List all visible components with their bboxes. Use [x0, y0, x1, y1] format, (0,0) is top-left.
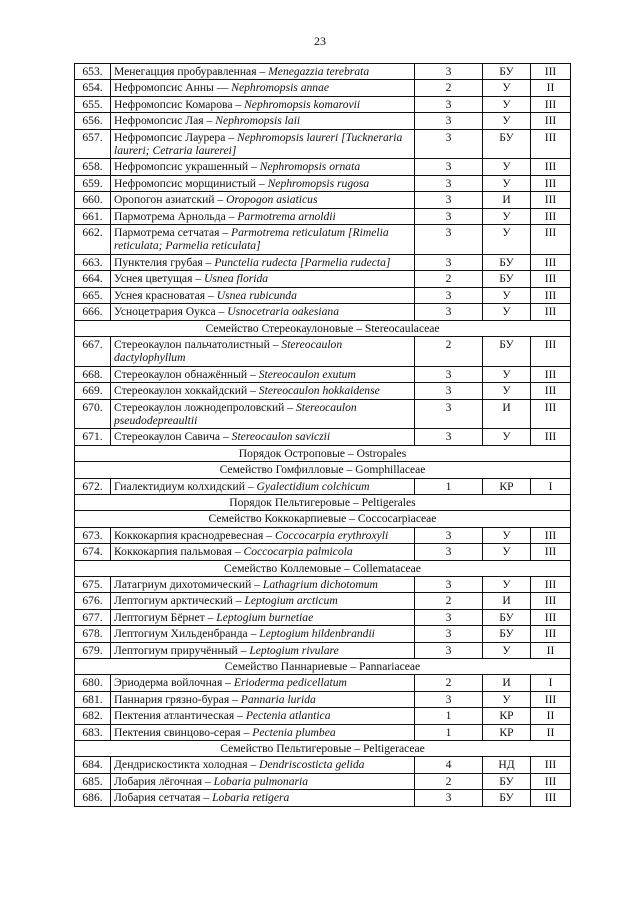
species-name: Лобария лёгочная – Lobaria pulmonaria	[111, 773, 415, 789]
status-code: У	[483, 429, 531, 445]
rarity-category: 4	[415, 757, 483, 773]
species-name: Дендрискостикта холодная – Dendriscosticta gelida	[111, 757, 415, 773]
russian-name: Уснея цветущая	[114, 272, 193, 286]
status-code: БУ	[483, 609, 531, 625]
rarity-category: 1	[415, 708, 483, 724]
latin-name: Coccocarpia erythroxyli	[274, 528, 389, 542]
priority-group: III	[531, 626, 571, 642]
status-code: У	[483, 208, 531, 224]
row-number: 685.	[75, 773, 111, 789]
species-name: Пармотрема сетчатая – Parmotrema reticulatum [Rimelia reticulata; Parmelia reticulata]	[111, 225, 415, 255]
species-name: Лептогиум арктический – Leptogium arcticum	[111, 593, 415, 609]
rarity-category: 2	[415, 773, 483, 789]
row-number: 666.	[75, 304, 111, 320]
status-code: И	[483, 192, 531, 208]
section-header-row	[75, 659, 571, 675]
priority-group: III	[531, 287, 571, 303]
species-row	[75, 80, 571, 96]
species-row	[75, 192, 571, 208]
row-number: 680.	[75, 675, 111, 691]
row-number: 668.	[75, 366, 111, 382]
species-name: Нефромопсис морщинистый – Nephromopsis rugosa	[111, 175, 415, 191]
priority-group: III	[531, 544, 571, 560]
latin-name: Dendriscosticta gelida	[259, 758, 365, 772]
status-code: БУ	[483, 336, 531, 366]
rarity-category: 3	[415, 208, 483, 224]
species-row	[75, 366, 571, 382]
section-title: Семейство Стереокаулоновые – Stereocaulaceae	[75, 320, 571, 336]
row-number: 665.	[75, 287, 111, 303]
row-number: 667.	[75, 336, 111, 366]
rarity-category: 3	[415, 159, 483, 175]
rarity-category: 3	[415, 429, 483, 445]
section-header-row	[75, 462, 571, 478]
rarity-category: 3	[415, 626, 483, 642]
row-number: 654.	[75, 80, 111, 96]
species-row	[75, 336, 571, 366]
species-name: Стереокаулон хоккайдский – Stereocaulon hokkaidense	[111, 383, 415, 399]
section-title: Семейство Коллемовые – Collemataceae	[75, 560, 571, 576]
russian-name: Пунктелия грубая	[114, 255, 203, 269]
latin-name: Pectenia atlantica	[245, 709, 331, 723]
species-name: Пектения атлантическая – Pectenia atlantica	[111, 708, 415, 724]
russian-name: Лобария сетчатая	[114, 791, 201, 805]
priority-group: II	[531, 724, 571, 740]
latin-name: Leptogium arcticum	[244, 594, 338, 608]
russian-name: Стереокаулон ложнодепроловский	[114, 400, 285, 414]
row-number: 656.	[75, 113, 111, 129]
row-number: 676.	[75, 593, 111, 609]
species-row	[75, 675, 571, 691]
priority-group: II	[531, 708, 571, 724]
row-number: 660.	[75, 192, 111, 208]
species-row	[75, 159, 571, 175]
status-code: У	[483, 287, 531, 303]
rarity-category: 3	[415, 366, 483, 382]
rarity-category: 3	[415, 129, 483, 159]
species-name: Пектения свинцово-серая – Pectenia plumbea	[111, 724, 415, 740]
species-name: Лептогиум Бёрнет – Leptogium burnetiae	[111, 609, 415, 625]
russian-name: Менегацция пробуравленная	[114, 65, 257, 78]
row-number: 677.	[75, 609, 111, 625]
russian-name: Лептогиум Бёрнет	[114, 610, 205, 624]
species-row	[75, 64, 571, 80]
section-header-row	[75, 560, 571, 576]
species-name: Гиалектидиум колхидский – Gyalectidium colchicum	[111, 478, 415, 494]
row-number: 672.	[75, 478, 111, 494]
species-row	[75, 527, 571, 543]
page-number: 23	[314, 34, 326, 48]
russian-name: Стереокаулон Савича	[114, 430, 221, 444]
russian-name: Лептогиум Хильденбранда	[114, 627, 248, 641]
status-code: У	[483, 691, 531, 707]
priority-group: III	[531, 527, 571, 543]
section-header-row	[75, 511, 571, 527]
latin-name: Pannaria lurida	[240, 692, 316, 706]
latin-name: Nephromopsis annae	[231, 81, 330, 95]
species-name: Нефромопсис Лая – Nephromopsis laii	[111, 113, 415, 129]
rarity-category: 2	[415, 593, 483, 609]
latin-name: Stereocaulon pseudodepreaultii	[114, 400, 357, 427]
status-code: БУ	[483, 64, 531, 80]
russian-name: Коккокарпия краснодревесная	[114, 528, 264, 542]
species-name: Нефромопсис Анны — Nephromopsis annae	[111, 80, 415, 96]
species-name: Уснея красноватая – Usnea rubicunda	[111, 287, 415, 303]
russian-name: Нефромопсис Лая	[114, 114, 204, 128]
section-header-row	[75, 320, 571, 336]
row-number: 670.	[75, 399, 111, 429]
species-name: Менегацция пробуравленная – Menegazzia terebrata	[111, 64, 415, 80]
synonyms: [Tuckneraria laureri; Cetraria laurerei]	[114, 130, 403, 158]
latin-name: Oropogon asiaticus	[226, 193, 318, 207]
status-code: БУ	[483, 271, 531, 287]
rarity-category: 3	[415, 642, 483, 658]
latin-name: Leptogium burnetiae	[216, 610, 314, 624]
priority-group: III	[531, 113, 571, 129]
rarity-category: 2	[415, 271, 483, 287]
rarity-category: 3	[415, 544, 483, 560]
species-name: Стереокаулон ложнодепроловский – Stereocaulon pseudodepreaultii	[111, 399, 415, 429]
status-code: У	[483, 577, 531, 593]
species-name: Нефромопсис Комарова – Nephromopsis komarovii	[111, 96, 415, 112]
status-code: БУ	[483, 254, 531, 270]
status-code: У	[483, 159, 531, 175]
latin-name: Stereocaulon saviczii	[231, 430, 331, 444]
section-title: Семейство Коккокарпиевые – Coccocarpiaceae	[75, 511, 571, 527]
row-number: 663.	[75, 254, 111, 270]
species-row	[75, 287, 571, 303]
latin-name: Coccocarpia palmicola	[243, 545, 353, 559]
species-name: Стереокаулон Савича – Stereocaulon saviczii	[111, 429, 415, 445]
species-row	[75, 225, 571, 255]
rarity-category: 1	[415, 724, 483, 740]
rarity-category: 2	[415, 336, 483, 366]
row-number: 679.	[75, 642, 111, 658]
rarity-category: 2	[415, 675, 483, 691]
russian-name: Пармотрема сетчатая	[114, 226, 220, 240]
rarity-category: 3	[415, 225, 483, 255]
species-row	[75, 757, 571, 773]
section-title: Семейство Паннариевые – Pannariaceae	[75, 659, 571, 675]
section-title: Порядок Пельтигеровые – Peltigerales	[75, 494, 571, 510]
priority-group: III	[531, 593, 571, 609]
russian-name: Стереокаулон пальчатолистный	[114, 337, 270, 351]
priority-group: III	[531, 96, 571, 112]
species-name: Лептогиум приручённый – Leptogium rivulare	[111, 642, 415, 658]
status-code: У	[483, 544, 531, 560]
rarity-category: 3	[415, 527, 483, 543]
russian-name: Паннария грязно-бурая	[114, 692, 230, 706]
russian-name: Усноцетрария Оукса	[114, 305, 216, 319]
latin-name: Nephromopsis laureri	[236, 130, 339, 144]
species-name: Стереокаулон пальчатолистный – Stereocaulon dactylophyllum	[111, 336, 415, 366]
section-title: Порядок Остроповые – Ostropales	[75, 445, 571, 461]
latin-name: Usnea rubicunda	[216, 288, 297, 302]
latin-name: Parmotrema reticulatum	[231, 226, 346, 240]
latin-name: Parmotrema arnoldii	[237, 209, 336, 223]
latin-name: Pectenia plumbea	[252, 725, 336, 739]
rarity-category: 3	[415, 192, 483, 208]
species-row	[75, 642, 571, 658]
latin-name: Punctelia rudecta	[214, 255, 298, 269]
priority-group: III	[531, 271, 571, 287]
russian-name: Лептогиум приручённый	[114, 643, 238, 657]
species-name: Пармотрема Арнольда – Parmotrema arnoldii	[111, 208, 415, 224]
species-row	[75, 773, 571, 789]
status-code: КР	[483, 708, 531, 724]
status-code: НД	[483, 757, 531, 773]
species-row	[75, 724, 571, 740]
priority-group: III	[531, 175, 571, 191]
section-header-row	[75, 494, 571, 510]
row-number: 661.	[75, 208, 111, 224]
latin-name: Gyalectidium colchicum	[256, 479, 370, 493]
species-row	[75, 593, 571, 609]
latin-name: Nephromopsis komarovii	[244, 97, 361, 111]
species-name: Оропогон азиатский – Oropogon asiaticus	[111, 192, 415, 208]
status-code: У	[483, 113, 531, 129]
latin-name: Leptogium rivulare	[249, 643, 339, 657]
row-number: 673.	[75, 527, 111, 543]
species-name: Паннария грязно-бурая – Pannaria lurida	[111, 691, 415, 707]
priority-group: III	[531, 192, 571, 208]
row-number: 655.	[75, 96, 111, 112]
priority-group: III	[531, 225, 571, 255]
russian-name: Дендрискостикта холодная	[114, 758, 248, 772]
rarity-category: 3	[415, 790, 483, 806]
row-number: 674.	[75, 544, 111, 560]
latin-name: Leptogium hildenbrandii	[259, 627, 375, 641]
priority-group: III	[531, 383, 571, 399]
priority-group: III	[531, 577, 571, 593]
status-code: У	[483, 527, 531, 543]
row-number: 681.	[75, 691, 111, 707]
russian-name: Пектения атлантическая	[114, 709, 235, 723]
species-name: Стереокаулон обнажённый – Stereocaulon exutum	[111, 366, 415, 382]
row-number: 683.	[75, 724, 111, 740]
status-code: И	[483, 675, 531, 691]
russian-name: Оропогон азиатский	[114, 193, 215, 207]
priority-group: II	[531, 642, 571, 658]
species-row	[75, 544, 571, 560]
section-title: Семейство Пельтигеровые – Peltigeraceae	[75, 741, 571, 757]
species-row	[75, 271, 571, 287]
row-number: 653.	[75, 64, 111, 80]
species-row	[75, 304, 571, 320]
latin-name: Usnocetraria oakesiana	[227, 305, 339, 319]
row-number: 662.	[75, 225, 111, 255]
species-table-body	[75, 64, 571, 807]
species-name: Эриодерма войлочная – Erioderma pedicellatum	[111, 675, 415, 691]
section-title: Семейство Гомфилловые – Gomphillaceae	[75, 462, 571, 478]
latin-name: Nephromopsis ornata	[259, 160, 361, 174]
priority-group: III	[531, 254, 571, 270]
priority-group: III	[531, 609, 571, 625]
row-number: 678.	[75, 626, 111, 642]
priority-group: III	[531, 64, 571, 80]
row-number: 659.	[75, 175, 111, 191]
russian-name: Лобария лёгочная	[114, 774, 203, 788]
latin-name: Menegazzia terebrata	[268, 65, 370, 78]
status-code: У	[483, 225, 531, 255]
rarity-category: 3	[415, 383, 483, 399]
priority-group: III	[531, 429, 571, 445]
row-number: 657.	[75, 129, 111, 159]
row-number: 658.	[75, 159, 111, 175]
species-name: Латагриум дихотомический – Lathagrium dichotomum	[111, 577, 415, 593]
priority-group: III	[531, 129, 571, 159]
row-number: 671.	[75, 429, 111, 445]
section-header-row	[75, 445, 571, 461]
status-code: И	[483, 399, 531, 429]
latin-name: Stereocaulon exutum	[258, 367, 356, 381]
row-number: 675.	[75, 577, 111, 593]
latin-name: Nephromopsis rugosa	[267, 176, 370, 190]
russian-name: Коккокарпия пальмовая	[114, 545, 232, 559]
species-name: Усноцетрария Оукса – Usnocetraria oakesiana	[111, 304, 415, 320]
species-name: Нефромопсис Лаурера – Nephromopsis laureri [Tuckneraria laureri; Cetraria laurerei]	[111, 129, 415, 159]
species-name: Нефромопсис украшенный – Nephromopsis ornata	[111, 159, 415, 175]
russian-name: Стереокаулон хоккайдский	[114, 384, 248, 398]
russian-name: Нефромопсис Лаурера	[114, 130, 226, 144]
rarity-category: 2	[415, 80, 483, 96]
status-code: У	[483, 96, 531, 112]
species-row	[75, 478, 571, 494]
species-name: Уснея цветущая – Usnea florida	[111, 271, 415, 287]
species-row	[75, 577, 571, 593]
status-code: У	[483, 80, 531, 96]
russian-name: Эриодерма войлочная	[114, 676, 223, 690]
priority-group: I	[531, 478, 571, 494]
synonyms: [Rimelia reticulata; Parmelia reticulata]	[114, 226, 389, 253]
russian-name: Лептогиум арктический	[114, 594, 233, 608]
russian-name: Пармотрема Арнольда	[114, 209, 226, 223]
status-code: У	[483, 366, 531, 382]
priority-group: III	[531, 304, 571, 320]
species-table	[74, 63, 571, 807]
species-name: Коккокарпия краснодревесная – Coccocarpia erythroxyli	[111, 527, 415, 543]
status-code: У	[483, 642, 531, 658]
priority-group: III	[531, 757, 571, 773]
russian-name: Пектения свинцово-серая	[114, 725, 241, 739]
species-row	[75, 129, 571, 159]
species-row	[75, 691, 571, 707]
status-code: У	[483, 383, 531, 399]
species-row	[75, 383, 571, 399]
priority-group: III	[531, 691, 571, 707]
species-name: Лобария сетчатая – Lobaria retigera	[111, 790, 415, 806]
rarity-category: 3	[415, 175, 483, 191]
species-row	[75, 113, 571, 129]
russian-name: Нефромопсис морщинистый	[114, 176, 256, 190]
rarity-category: 3	[415, 304, 483, 320]
species-name: Пунктелия грубая – Punctelia rudecta [Parmelia rudecta]	[111, 254, 415, 270]
latin-name: Nephromopsis laii	[215, 114, 301, 128]
row-number: 682.	[75, 708, 111, 724]
row-number: 669.	[75, 383, 111, 399]
rarity-category: 3	[415, 399, 483, 429]
row-number: 686.	[75, 790, 111, 806]
species-row	[75, 790, 571, 806]
priority-group: III	[531, 399, 571, 429]
status-code: БУ	[483, 790, 531, 806]
rarity-category: 3	[415, 113, 483, 129]
latin-name: Stereocaulon hokkaidense	[258, 384, 380, 398]
species-row	[75, 708, 571, 724]
species-row	[75, 175, 571, 191]
rarity-category: 3	[415, 96, 483, 112]
species-row	[75, 626, 571, 642]
species-name: Коккокарпия пальмовая – Coccocarpia palmicola	[111, 544, 415, 560]
species-row	[75, 399, 571, 429]
latin-name: Lathagrium dichotomum	[262, 578, 378, 591]
species-name: Лептогиум Хильденбранда – Leptogium hildenbrandii	[111, 626, 415, 642]
latin-name: Erioderma pedicellatum	[233, 676, 347, 690]
russian-name: Стереокаулон обнажённый	[114, 367, 248, 381]
row-number: 664.	[75, 271, 111, 287]
species-row	[75, 208, 571, 224]
latin-name: Lobaria retigera	[212, 791, 290, 805]
rarity-category: 3	[415, 287, 483, 303]
russian-name: Нефромопсис украшенный	[114, 160, 249, 174]
russian-name: Гиалектидиум колхидский	[114, 479, 245, 493]
status-code: И	[483, 593, 531, 609]
status-code: БУ	[483, 773, 531, 789]
rarity-category: 3	[415, 64, 483, 80]
status-code: БУ	[483, 129, 531, 159]
latin-name: Usnea florida	[204, 272, 269, 286]
priority-group: II	[531, 80, 571, 96]
species-row	[75, 429, 571, 445]
russian-name: Нефромопсис Комарова	[114, 97, 233, 111]
priority-group: III	[531, 366, 571, 382]
priority-group: III	[531, 790, 571, 806]
species-row	[75, 254, 571, 270]
latin-name: Lobaria pulmonaria	[213, 774, 309, 788]
section-header-row	[75, 741, 571, 757]
russian-name: Латагриум дихотомический	[114, 578, 252, 591]
rarity-category: 3	[415, 577, 483, 593]
latin-name: Stereocaulon dactylophyllum	[114, 337, 343, 365]
status-code: У	[483, 175, 531, 191]
rarity-category: 3	[415, 609, 483, 625]
species-row	[75, 96, 571, 112]
row-number: 684.	[75, 757, 111, 773]
status-code: КР	[483, 478, 531, 494]
rarity-category: 3	[415, 691, 483, 707]
rarity-category: 1	[415, 478, 483, 494]
priority-group: I	[531, 675, 571, 691]
status-code: БУ	[483, 626, 531, 642]
priority-group: III	[531, 159, 571, 175]
synonyms: [Parmelia rudecta]	[299, 255, 391, 269]
priority-group: III	[531, 773, 571, 789]
rarity-category: 3	[415, 254, 483, 270]
priority-group: III	[531, 208, 571, 224]
russian-name: Нефромопсис Анны	[114, 81, 214, 95]
status-code: У	[483, 304, 531, 320]
status-code: КР	[483, 724, 531, 740]
russian-name: Уснея красноватая	[114, 288, 206, 302]
priority-group: III	[531, 336, 571, 366]
species-row	[75, 609, 571, 625]
